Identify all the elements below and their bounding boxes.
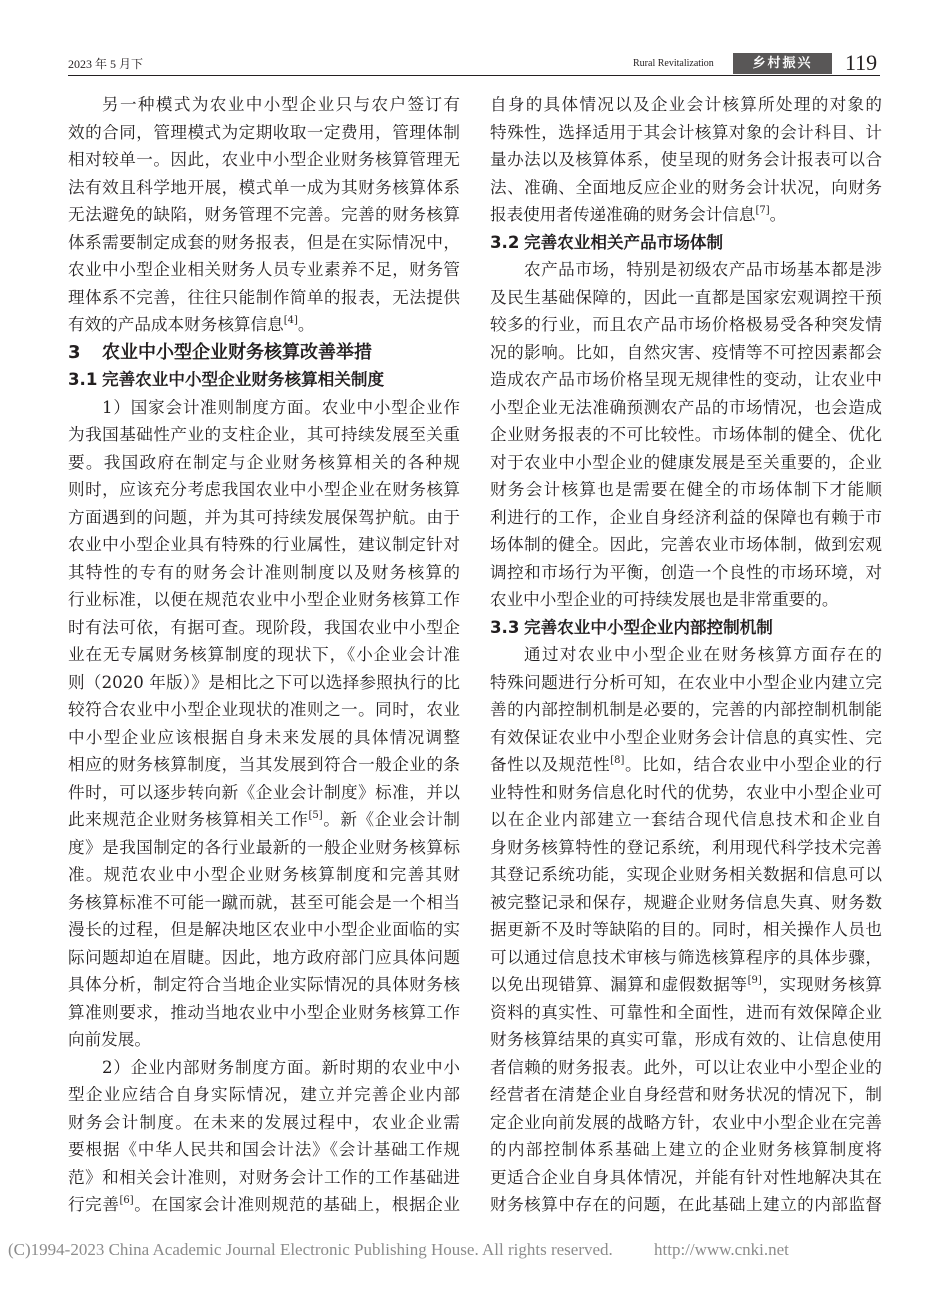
text-line: 较多的行业，而且农产品市场价格极易受各种突发情 bbox=[490, 315, 882, 334]
text-line: 农产品市场，特别是初级农产品市场基本都是涉 bbox=[524, 260, 882, 279]
citation-ref: [9] bbox=[747, 975, 762, 986]
section-title: 农业中小型企业财务核算改善举措 bbox=[102, 341, 372, 363]
text-line: 度》是我国制定的各行业最新的一般企业财务核算标 bbox=[68, 837, 460, 857]
publisher-url[interactable]: http://www.cnki.net bbox=[654, 1240, 789, 1259]
text-line: 特殊问题进行分析可知，在农业中小型企业内建立完 bbox=[490, 672, 882, 692]
text-line: 自身的具体情况以及企业会计核算所处理的对象的 bbox=[490, 95, 882, 114]
text-line: 算准则要求，推动当地农业中小型企业财务核算工作 bbox=[68, 1002, 460, 1022]
text-line: 造成农产品市场价格呈现无规律性的变动，让农业中 bbox=[490, 370, 882, 389]
text-line: 通过对农业中小型企业在财务核算方面存在的 bbox=[524, 645, 882, 664]
text-line: 1）国家会计准则制度方面。农业中小型企业作 bbox=[102, 397, 460, 417]
text-line: 农业中小型企业具有特殊的行业属性，建议制定针对 bbox=[68, 535, 460, 554]
text-line bbox=[68, 806, 460, 834]
text-run: 行完善 bbox=[68, 1195, 120, 1214]
paragraph bbox=[490, 641, 882, 1219]
text-line: 件时，可以逐步转向新《企业会计制度》标准，并以 bbox=[68, 782, 460, 802]
paragraph bbox=[490, 91, 882, 229]
text-line: 善的内部控制机制是必要的，完善的内部控制机制能 bbox=[490, 700, 882, 719]
paragraph bbox=[68, 1054, 460, 1219]
journal-name-en: Rural Revitalization bbox=[633, 58, 714, 69]
subsection-title: 完善农业中小型企业内部控制机制 bbox=[524, 617, 773, 637]
text-line: 法、准确、全面地反应企业的财务会计状况，向财务 bbox=[490, 177, 882, 197]
text-line: 行业标准，以便在规范农业中小型企业财务核算工作 bbox=[68, 590, 460, 609]
text-line bbox=[490, 201, 882, 229]
text-line: 农业中小型企业的可持续发展也是非常重要的。 bbox=[490, 590, 839, 609]
text-line: 务核算标准不可能一蹴而就，甚至可能会是一个相当 bbox=[68, 892, 460, 912]
text-run: 报表使用者传递准确的财务会计信息 bbox=[490, 205, 756, 224]
text-run: 有效的产品成本财务核算信息 bbox=[68, 315, 284, 334]
text-line: 时有法可依，有据可查。现阶段，我国农业中小型企 bbox=[68, 617, 460, 637]
citation-ref: [8] bbox=[610, 755, 625, 766]
citation-ref: [4] bbox=[283, 315, 298, 326]
text-line: 方面遇到的问题，并为其可持续发展保驾护航。由于 bbox=[68, 507, 460, 527]
text-line: 财务核算中存在的问题，在此基础上建立的内部监督 bbox=[490, 1195, 882, 1214]
journal-name-badge: 乡村振兴 bbox=[733, 53, 832, 74]
text-line: 准。规范农业中小型企业财务核算制度和完善其财 bbox=[68, 865, 460, 884]
text-run: 。新《企业会计制 bbox=[322, 810, 460, 829]
text-line: 相对较单一。因此，农业中小型企业财务核算管理无 bbox=[68, 150, 460, 169]
subsection-title: 完善农业中小型企业财务核算相关制度 bbox=[102, 370, 385, 389]
text-line: 际问题却迫在眉睫。因此，地方政府部门应具体问题 bbox=[68, 947, 460, 967]
text-run: 以免出现错算、漏算和虚假数据等 bbox=[490, 975, 748, 994]
subsection-title: 完善农业相关产品市场体制 bbox=[524, 232, 724, 252]
copyright-notice: (C)1994-2023 China Academic Journal Electronic Publishing House. All rights reserved. bbox=[8, 1240, 613, 1259]
text-line: 另一种模式为农业中小型企业只与农户签订有 bbox=[102, 95, 460, 114]
text-run: 。在国家会计准则规范的基础上，根据企业 bbox=[133, 1195, 460, 1214]
text-run: 。 bbox=[769, 205, 787, 224]
text-line: 其登记系统功能，实现企业财务相关数据和信息可以 bbox=[490, 865, 882, 884]
text-line: 范》和相关会计准则，对财务会计工作的工作基础进 bbox=[68, 1167, 460, 1187]
citation-ref: [7] bbox=[755, 205, 770, 216]
right-column bbox=[490, 91, 882, 1219]
text-line: 身财务核算特性的登记系统，利用现代科学技术完善 bbox=[490, 837, 882, 857]
text-line: 业特性和财务信息化时代的优势，农业中小型企业可 bbox=[490, 782, 882, 802]
citation-ref: [6] bbox=[119, 1195, 134, 1206]
text-line: 中小型企业应该根据自身未来发展的具体情况调整 bbox=[68, 727, 460, 747]
section-heading bbox=[68, 339, 460, 367]
text-line: 据更新不及时等缺陷的目的。同时，相关操作人员也 bbox=[490, 920, 882, 939]
text-line: 有效保证农业中小型企业财务会计信息的真实性、完 bbox=[490, 727, 882, 747]
page-number: 119 bbox=[845, 50, 878, 75]
text-line: 向前发展。 bbox=[68, 1030, 151, 1049]
text-line: 型企业应结合自身实际情况，建立并完善企业内部 bbox=[68, 1085, 460, 1104]
text-line: 无法避免的缺陷，财务管理不完善。完善的财务核算 bbox=[68, 205, 460, 224]
text-run: 。 bbox=[297, 315, 315, 334]
text-line: 体系需要制定成套的财务报表，但是在实际情况中， bbox=[68, 232, 460, 252]
text-line: 农业中小型企业相关财务人员专业素养不足，财务管 bbox=[68, 260, 460, 279]
text-line: 要根据《中华人民共和国会计法》《会计基础工作规 bbox=[68, 1140, 460, 1159]
text-line: 调控和市场行为平衡，创造一个良性的市场环境，对 bbox=[490, 562, 882, 582]
text-line: 效的合同，管理模式为定期收取一定费用，管理体制 bbox=[68, 122, 460, 142]
text-line: 特殊性，选择适用于其会计核算对象的会计科目、计 bbox=[490, 122, 882, 142]
text-line: 财务核算结果的真实可靠，形成有效的、让信息使用 bbox=[490, 1030, 882, 1049]
text-run: ，实现财务核算 bbox=[761, 975, 882, 994]
text-line: 定企业向前发展的战略方针，农业中小型企业在完善 bbox=[490, 1112, 882, 1132]
text-line: 的内部控制体系基础上建立的企业财务核算制度将 bbox=[490, 1140, 882, 1159]
text-line: 为我国基础性产业的支柱企业，其可持续发展至关重 bbox=[68, 425, 460, 444]
text-line: 财务会计制度。在未来的发展过程中，农业企业需 bbox=[68, 1112, 460, 1132]
subsection-number: 3.2 bbox=[490, 232, 520, 252]
text-line bbox=[68, 1191, 460, 1219]
subsection-heading bbox=[490, 614, 882, 642]
paragraph bbox=[68, 91, 460, 339]
header-rule bbox=[68, 75, 880, 76]
text-line: 则时，应该充分考虑我国农业中小型企业在财务核算 bbox=[68, 480, 460, 499]
text-line: 业在无专属财务核算制度的现状下，《小企业会计准 bbox=[68, 645, 460, 664]
left-column bbox=[68, 91, 460, 1219]
text-line: 理体系不完善，往往只能制作简单的报表，无法提供 bbox=[68, 287, 460, 307]
text-line bbox=[68, 311, 460, 339]
text-line: 其特性的专有的财务会计准则制度以及财务核算的 bbox=[68, 562, 460, 582]
citation-ref: [5] bbox=[308, 810, 323, 821]
text-line: 法有效且科学地开展，模式单一成为其财务核算体系 bbox=[68, 177, 460, 197]
issue-date: 2023 年 5 月下 bbox=[68, 57, 144, 71]
text-line bbox=[490, 971, 882, 999]
text-line: 小型企业无法准确预测农产品的市场情况，也会造成 bbox=[490, 397, 882, 417]
text-line: 财务会计核算也是需要在健全的市场体制下才能顺 bbox=[490, 480, 882, 499]
text-run: 备性以及规范性 bbox=[490, 755, 611, 774]
text-line: 漫长的过程，但是解决地区农业中小型企业面临的实 bbox=[68, 920, 460, 939]
text-line: 要。我国政府在制定与企业财务核算相关的各种规 bbox=[68, 452, 460, 472]
text-line: 被完整记录和保存，规避企业财务信息失真、财务数 bbox=[490, 892, 882, 912]
subsection-heading bbox=[68, 366, 460, 394]
text-line: 具体分析，制定符合当地企业实际情况的具体财务核 bbox=[68, 975, 460, 994]
text-line: 经营者在清楚企业自身经营和财务状况的情况下，制 bbox=[490, 1085, 882, 1104]
text-line: 2）企业内部财务制度方面。新时期的农业中小 bbox=[102, 1057, 460, 1077]
text-line: 可以通过信息技术审核与筛选核算程序的具体步骤， bbox=[490, 947, 882, 967]
text-line: 则（2020 年版）》是相比之下可以选择参照执行的比 bbox=[68, 672, 460, 692]
text-line: 利进行的工作，企业自身经济利益的保障也有赖于市 bbox=[490, 507, 882, 527]
text-line: 及民生基础保障的，因此一直都是国家宏观调控干预 bbox=[490, 287, 882, 307]
subsection-number: 3.1 bbox=[68, 370, 98, 389]
text-run: 。比如，结合农业中小型企业的行 bbox=[624, 755, 882, 774]
subsection-number: 3.3 bbox=[490, 617, 520, 637]
text-line: 资料的真实性、可靠性和全面性，进而有效保障企业 bbox=[490, 1002, 882, 1022]
text-line: 量办法以及核算体系，使呈现的财务会计报表可以合 bbox=[490, 150, 882, 169]
text-line: 对于农业中小型企业的健康发展是至关重要的，企业 bbox=[490, 452, 882, 472]
text-line bbox=[490, 751, 882, 779]
text-line: 者信赖的财务报表。此外，可以让农业中小型企业的 bbox=[490, 1057, 882, 1077]
text-line: 况的影响。比如，自然灾害、疫情等不可控因素都会 bbox=[490, 342, 882, 362]
text-line: 更适合企业自身具体情况，并能有针对性地解决其在 bbox=[490, 1167, 882, 1187]
section-number: 3 bbox=[68, 341, 81, 363]
subsection-heading bbox=[490, 229, 882, 257]
paragraph bbox=[490, 256, 882, 614]
text-run: 此来规范企业财务核算相关工作 bbox=[68, 810, 309, 829]
text-line: 企业财务报表的不可比较性。市场体制的健全、优化 bbox=[490, 425, 882, 444]
paragraph bbox=[68, 394, 460, 1054]
text-line: 较符合农业中小型企业现状的准则之一。同时，农业 bbox=[68, 700, 460, 719]
text-line: 相应的财务核算制度，当其发展到符合一般企业的条 bbox=[68, 755, 460, 774]
text-line: 场体制的健全。因此，完善农业市场体制，做到宏观 bbox=[490, 535, 882, 554]
text-line: 以在企业内部建立一套结合现代信息技术和企业自 bbox=[490, 810, 882, 829]
